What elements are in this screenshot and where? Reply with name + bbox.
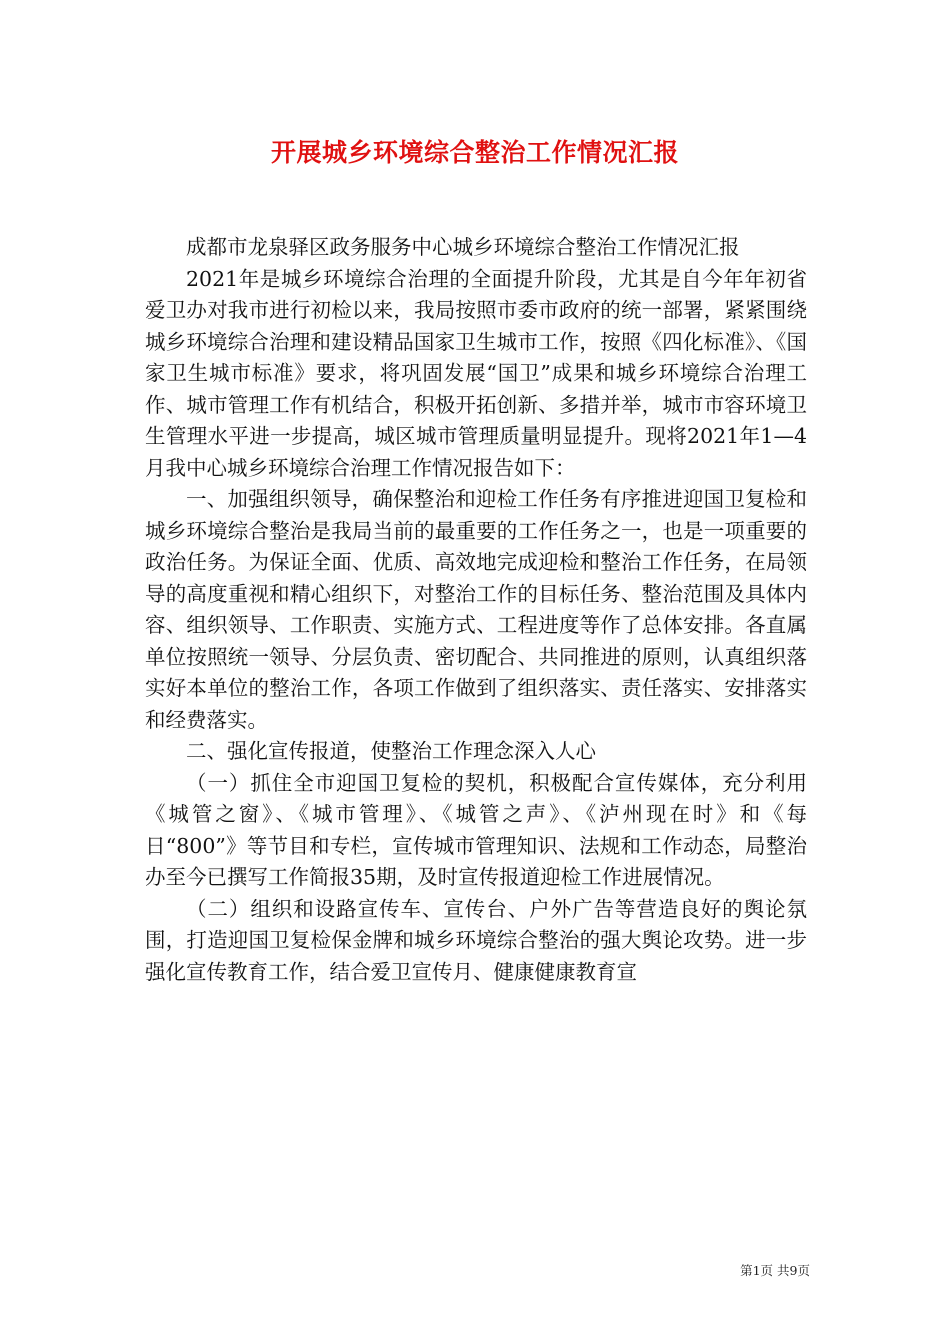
paragraph-section-1: 一、加强组织领导，确保整治和迎检工作任务有序推进迎国卫复检和城乡环境综合整治是我局当前的最重要的工作任务之一，也是一项重要的政治任务。为保证全面、优质、高效地完成迎检和整治工作任务，在局领导的高度重视和精心组织下，对整治工作的目标任务、整治范围及具体内容、组织领导、工作职责、实施方式、工程进度等作了总体安排。各直属单位按照统一领导、分层负责、密切配合、共同推进的原则，认真组织落实好本单位的整治工作，各项工作做到了组织落实、责任落实、安排落实和经费落实。	[145, 487, 807, 732]
paragraph-section-2-item-2: （二）组织和设路宣传车、宣传台、户外广告等营造良好的舆论氛围，打造迎国卫复检保金牌和城乡环境综合整治的强大舆论攻势。进一步强化宣传教育工作，结合爱卫宣传月、健康健康教育宣	[145, 896, 807, 984]
paragraph-section-2-heading: 二、强化宣传报道，使整治工作理念深入人心	[186, 739, 596, 763]
paragraph-subtitle: 成都市龙泉驿区政务服务中心城乡环境综合整治工作情况汇报	[186, 235, 740, 259]
page-number-footer: 第1页 共9页	[740, 1263, 810, 1278]
document-title: 开展城乡环境综合整治工作情况汇报	[270, 138, 679, 167]
paragraph-section-2-item-1: （一）抓住全市迎国卫复检的契机，积极配合宣传媒体，充分利用《城管之窗》、《城市管理》、《城管之声》、《泸州现在时》和《每日“800”》等节目和专栏，宣传城市管理知识、法规和工作动态，局整治办至今已撰写工作简报35期，及时宣传报道迎检工作进展情况。	[145, 770, 807, 889]
paragraph-intro: 2021年是城乡环境综合治理的全面提升阶段，尤其是自今年年初省爱卫办对我市进行初检以来，我局按照市委市政府的统一部署，紧紧围绕城乡环境综合治理和建设精品国家卫生城市工作，按照《四化标准》、《国家卫生城市标准》要求，将巩固发展“国卫”成果和城乡环境综合治理工作、城市管理工作有机结合，积极开拓创新、多措并举，城市市容环境卫生管理水平进一步提高，城区城市管理质量明显提升。现将2021年1—4月我中心城乡环境综合治理工作情况报告如下：	[145, 266, 807, 480]
document-body	[145, 232, 807, 988]
